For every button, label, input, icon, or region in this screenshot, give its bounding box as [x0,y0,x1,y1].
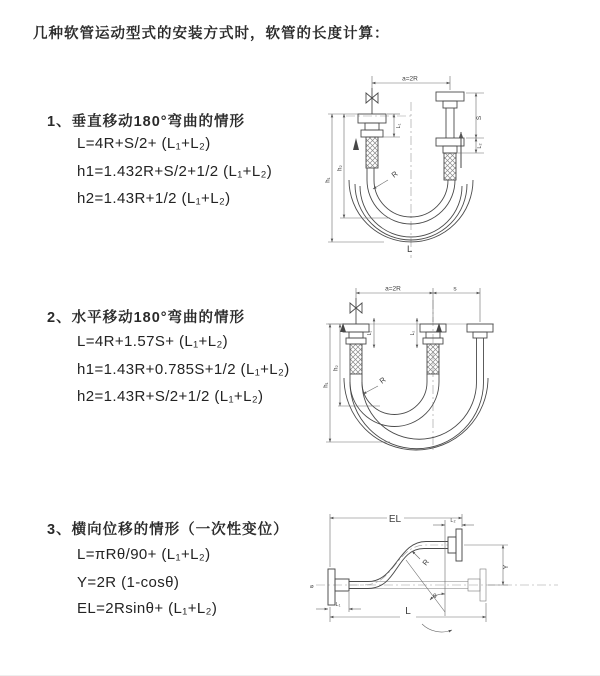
centerlines [316,545,558,585]
middle-pipe [420,324,446,374]
dim-label-l: L [405,606,411,617]
radius-label: R [377,375,388,386]
dim-label-s: s [453,285,457,293]
dim-label-el: EL [388,514,402,525]
formula-1-h1: h1=1.432R+S/2+1/2 (L₁+L₂) [77,163,273,180]
braided-hose-section [427,344,439,374]
dim-label-y: Y [503,564,510,570]
formula-3-Y: Y=2R (1-cosθ) [77,574,180,591]
dim-label-h2: h₂ [333,365,340,371]
dimension-lines [323,285,480,442]
formula-1-L: L=4R+S/2+ (L₁+L₂) [77,135,211,152]
section-2-heading: 2、水平移动180°弯曲的情形 [47,310,246,326]
braided-hose-section [350,344,362,374]
diagram-vertical-180-bend [310,68,592,264]
left-pipe [358,88,386,168]
formula-3-L: L=πRθ/90+ (L₁+L₂) [77,546,211,563]
formula-3-EL: EL=2Rsinθ+ (L₁+L₂) [77,600,218,617]
section-1-heading: 1、垂直移动180°弯曲的情形 [47,114,246,130]
formula-2-h2: h2=1.43R+S/2+1/2 (L₁+L₂) [77,388,264,405]
left-pipe [343,298,369,374]
dim-label-s: S [476,115,483,121]
raised-flange-stem [448,537,456,553]
formula-2-h1: h1=1.43R+0.785S+1/2 (L₁+L₂) [77,361,290,378]
braided-hose-section [366,137,378,168]
dim-label-a2r: a=2R [402,75,418,83]
dim-label-l1: L₁ [396,123,402,129]
angle-label: θ [433,593,437,600]
s-curve-hose [328,529,462,605]
right-pipe [436,92,464,180]
centerline-mark: ⌀ [310,584,314,590]
page-title: 几种软管运动型式的安装方式时，软管的长度计算： [33,26,390,42]
length-label: L [407,244,413,255]
dim-label-h2: h₂ [337,165,344,171]
dim-label-a2r: a=2R [385,285,401,293]
dim-label-h1: h₁ [323,382,330,388]
dim-label-l1: L₁ [335,602,341,608]
angle-construction [406,520,452,632]
valve-icon [366,93,372,103]
dim-label-l2: L₂ [477,143,483,149]
braided-hose-section [444,153,456,180]
dim-label-l2: L₂ [410,330,416,336]
radius-label: R [389,169,400,180]
diagram-lateral-displacement [302,500,600,646]
dim-label-h1: h₁ [325,177,332,183]
formula-1-h2: h2=1.43R+1/2 (L₁+L₂) [77,190,231,207]
valve-icon [350,303,356,313]
right-pipe [467,324,493,338]
diagram-horizontal-180-bend [308,282,592,458]
hose-u-bends [344,338,488,450]
radius-label: R [420,557,431,568]
section-3-heading: 3、横向位移的情形（一次性变位） [47,522,289,538]
dim-label-l2: L₂ [450,518,456,524]
formula-2-L: L=4R+1.57S+ (L₁+L₂) [77,333,229,350]
raised-flange [456,529,462,561]
left-flange [328,569,335,605]
dim-label-l1: L₁ [367,330,373,336]
